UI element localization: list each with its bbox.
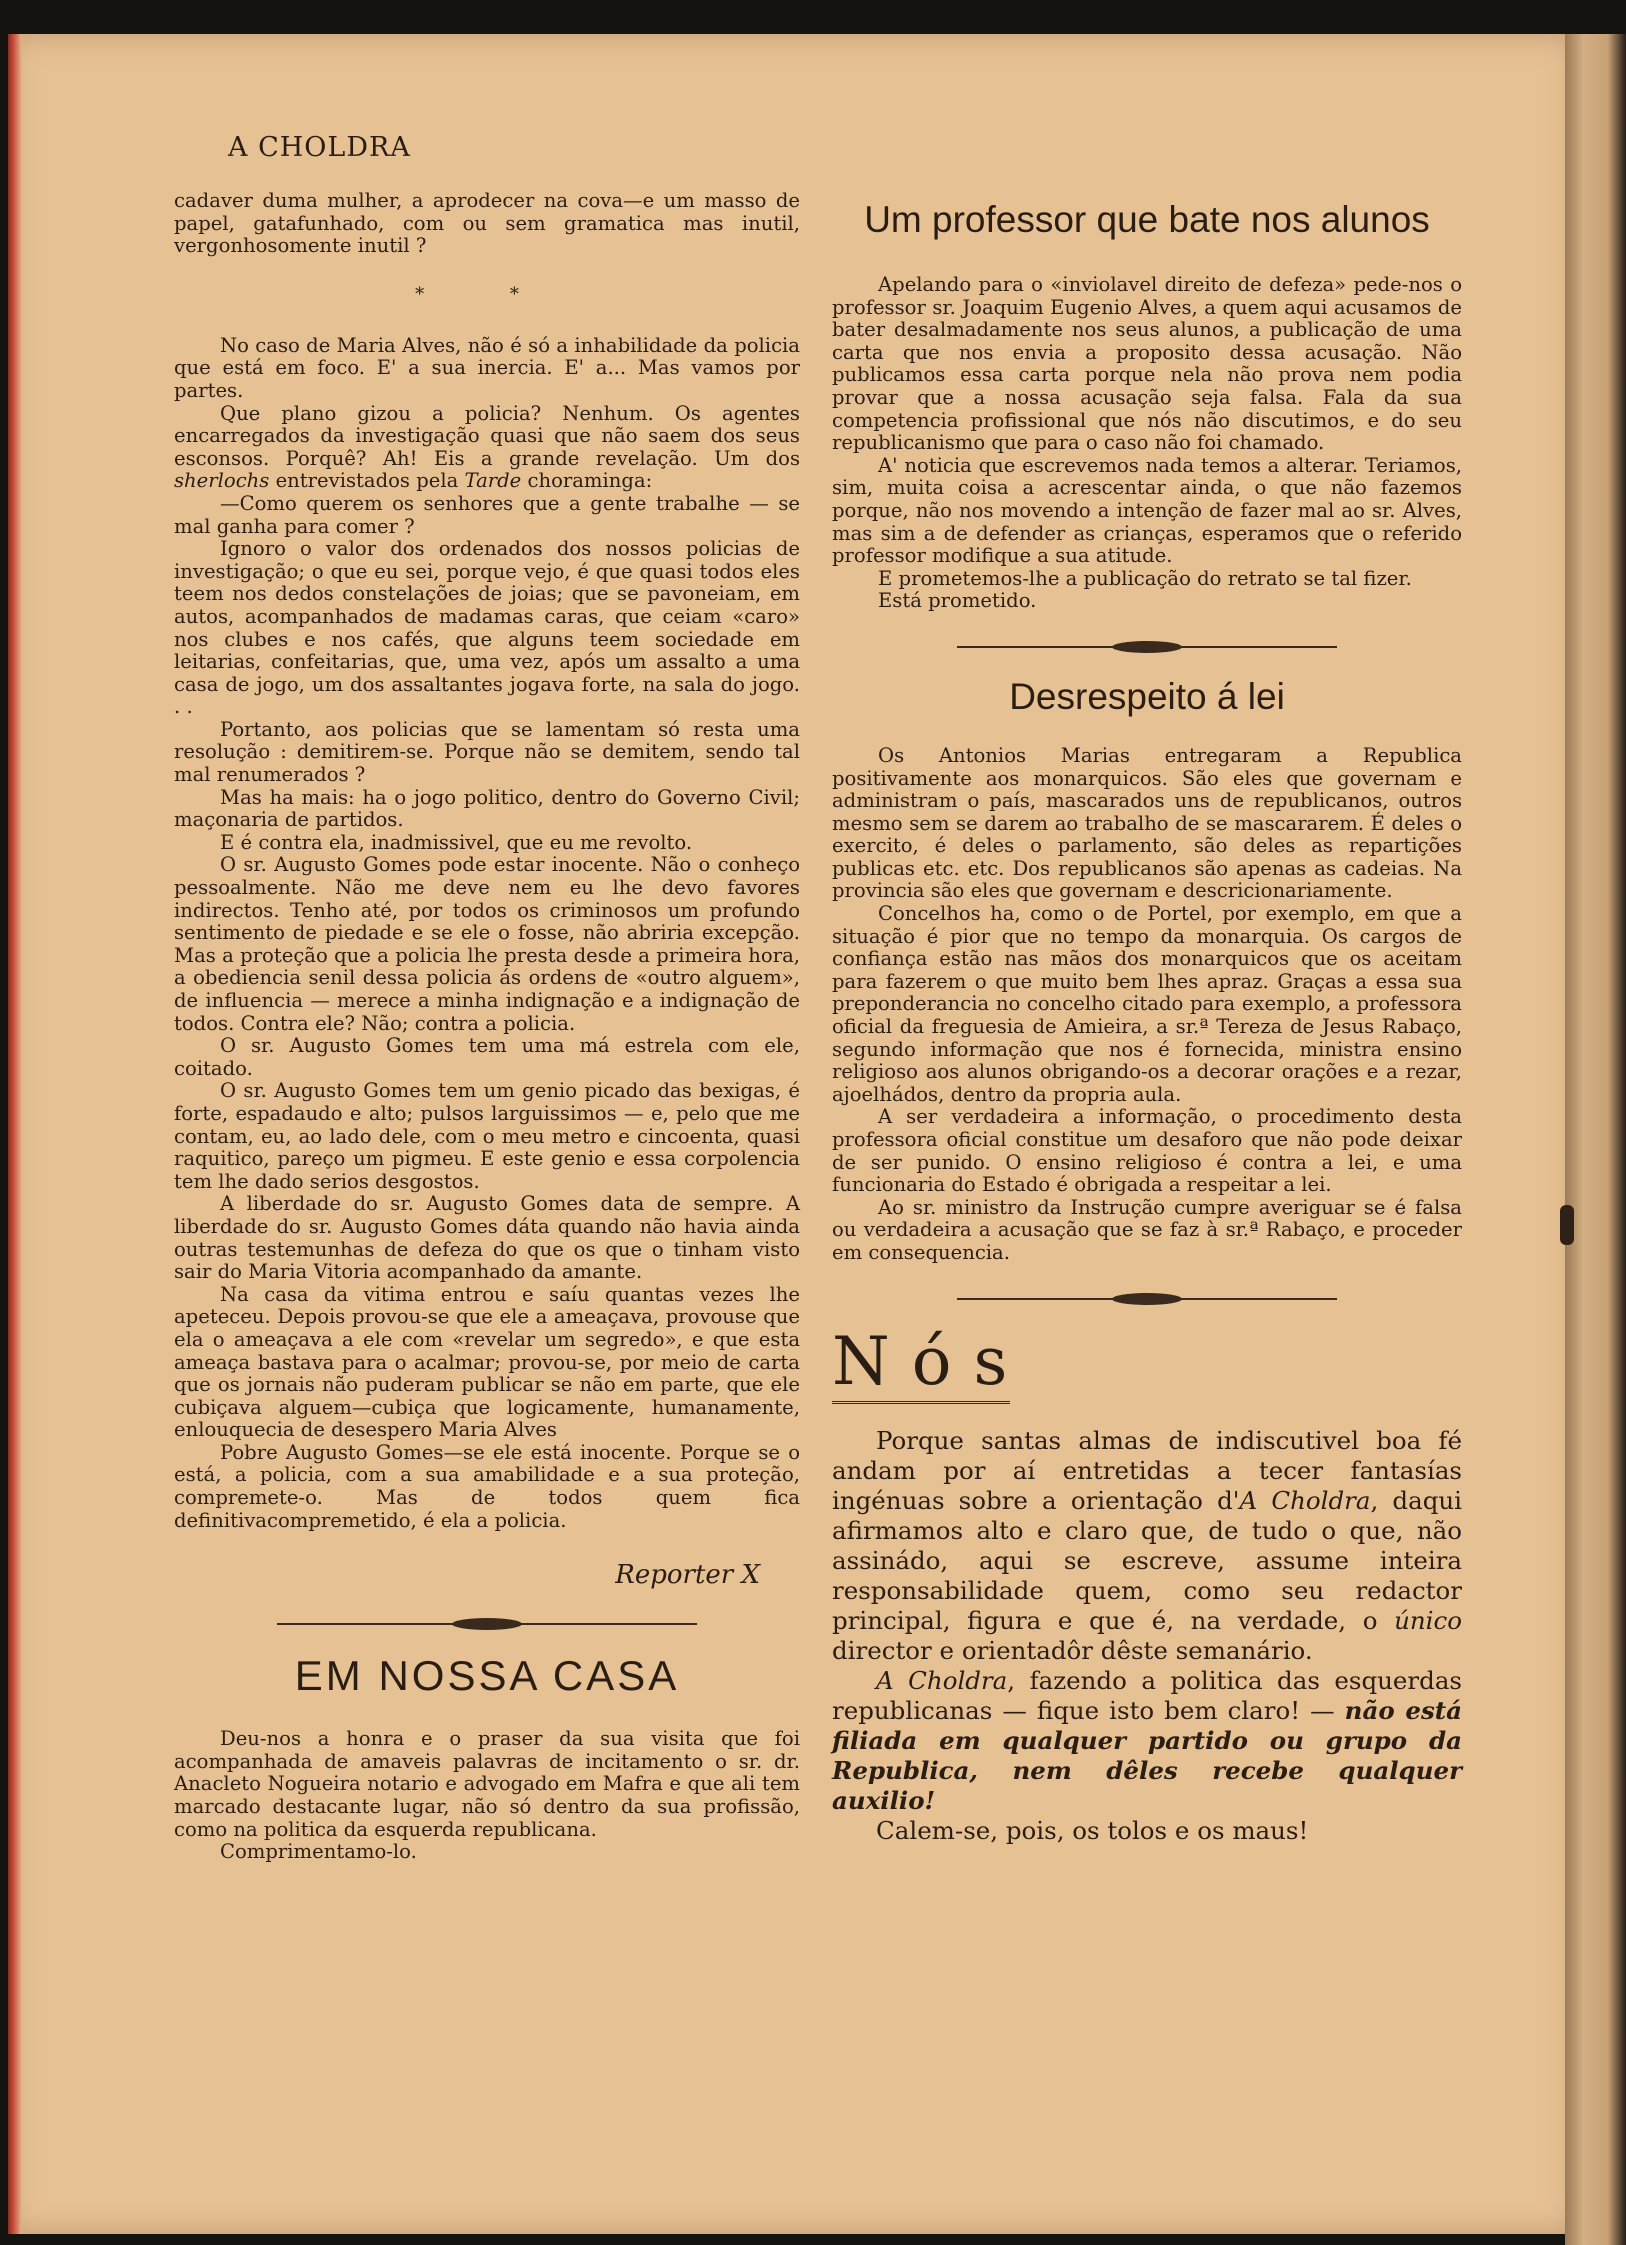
article-paragraph: E prometemos-lhe a publicação do retrato se tal fizer. — [878, 566, 1412, 590]
article-paragraph: Na casa da vitima entrou e saíu quantas vezes lhe apeteceu. Depois provou-se que ele a ameaçava, provouse que ela o ameaçava a ele com «revelar um segredo», e que esta ameaça bastava para o acalmar; provou-se, por meio de carta que os jornais não puderam publicar se não em parte, que ele cubiçava alguem—cubiça que logicamente, humanamente, enlouquecia de desespero Maria Alves — [174, 1282, 800, 1442]
article-paragraph: Deu-nos a honra e o praser da sua visita que foi acompanhada de amaveis palavras de incitamento o sr. dr. Anacleto Nogueira notario e advogado em Mafra e que ali tem marcado destacante lugar, não só dentro da sua profissão, como na politica da esquerda republicana. — [174, 1727, 800, 1841]
article-paragraph: Apelando para o «inviolavel direito de defeza» pede-nos o professor sr. Joaquim Eugenio Alves, a quem aqui acusamos de bater desalmadamente nos seus alunos, a publicação de uma carta que nos envia a proposito dessa acusação. Não publicamos essa carta porque nela não prova nem podia provar que a nossa acusação seja falsa. Fala da sua competencia profissional que nós não discutimos, e do seu republicanismo que para o caso não foi chamado. — [832, 273, 1462, 455]
binding-clip — [1560, 1205, 1574, 1245]
ornamental-rule — [277, 1620, 697, 1628]
article-paragraph: Comprimentamo-lo. — [220, 1840, 417, 1864]
headline-em-nossa-casa: EM NOSSA CASA — [294, 1652, 680, 1700]
article-paragraph: No caso de Maria Alves, não é só a inhabilidade da policia que está em foco. E' a sua inercia. E' a... Mas vamos por partes. — [174, 333, 800, 402]
ornamental-rule — [957, 643, 1337, 651]
article-paragraph: A' noticia que escrevemos nada temos a alterar. Teriamos, sim, muita coisa a acrescentar ainda, o que não fazemos porque, não nos movendo a intenção de fazer mal ao sr. Alves, mas sim a de defender as crianças, esperamos que o referido professor modifique a sua atitude. — [832, 453, 1462, 568]
nos-underline — [832, 1401, 1010, 1404]
headline-professor: Um professor que bate nos alunos — [864, 199, 1430, 240]
section-separator: * * — [415, 283, 559, 305]
ornamental-rule — [957, 1295, 1337, 1303]
article-paragraph: Que plano gizou a policia? Nenhum. Os agentes encarregados da investigação quasi que não saem dos seus esconsos. Porquê? Ah! Eis a grande revelação. Um dos sherlochs entrevistados pela Tarde choraminga: — [174, 401, 800, 493]
article-paragraph: E é contra ela, inadmissivel, que eu me revolto. — [220, 830, 693, 854]
article-paragraph: Mas ha mais: ha o jogo politico, dentro do Governo Civil; maçonaria de partidos. — [174, 785, 800, 832]
article-paragraph: O sr. Augusto Gomes tem uma má estrela com ele, coitado. — [174, 1034, 800, 1080]
article-paragraph: O sr. Augusto Gomes pode estar inocente. Não o conheço pessoalmente. Não me deve nem eu lhe devo favores indirectos. Tenho até, por todos os criminosos um profundo sentimento de piedade e se ele o fosse, não abriria excepção. Mas a proteção que a policia lhe presta desde a primeira hora, a obediencia senil dessa policia ás ordens de «outro alguem», de influencia — merece a minha indignação e a indignação de todos. Contra ele? Não; contra a policia. — [174, 853, 800, 1035]
headline-nos: Nós — [832, 1322, 1030, 1400]
nos-paragraph: A Choldra, fazendo a politica das esquerdas republicanas — fique isto bem claro! — não está filiada em qualquer partido ou grupo da Republica, nem dêles recebe qualquer auxilio! — [832, 1665, 1462, 1815]
article-paragraph: Concelhos ha, como o de Portel, por exemplo, em que a situação é pior que no tempo da monarquia. Os cargos de confiança estão nas mãos dos monarquicos que os aceitam para fazerem o que muito bem lhes apraz. Graças a essa sua preponderancia no concelho citado para exemplo, a professora oficial da freguesia de Amieira, a sr.ª Tereza de Jesus Rabaço, segundo informação que nos é fornecida, ministra ensino religioso aos alunos obrigando-os a decorar orações e a rezar, ajoelhádos, dentro da propria aula. — [832, 902, 1462, 1106]
continuation-text: cadaver duma mulher, a aprodecer na cova—e um masso de papel, gatafunhado, com ou sem gramatica mas inutil, vergonhosomente inutil ? — [174, 189, 800, 258]
next-page-edge — [1565, 34, 1626, 2245]
article-paragraph: —Como querem os senhores que a gente trabalhe — se mal ganha para comer ? — [174, 491, 800, 538]
article-paragraph: Pobre Augusto Gomes—se ele está inocente. Porque se o está, a policia, com a sua amabilidade e a sua proteção, compremete-o. Mas de todos quem fica definitivacompremetido, é ela a policia. — [174, 1440, 800, 1532]
left-column — [174, 190, 800, 1864]
article-paragraph: Está prometido. — [878, 589, 1037, 613]
nos-paragraph: Porque santas almas de indiscutivel boa fé andam por aí entretidas a tecer fantasías ingénuas sobre a orientação d'A Choldra, daqui afirmamos alto e claro que, de tudo o que, não assinádo, aqui se escreve, assume inteira responsabilidade quem, como seu redactor principal, figura e que é, na verdade, o único director e orientadôr dêste semanário. — [832, 1425, 1462, 1665]
right-column — [832, 198, 1462, 1846]
headline-desrespeito: Desrespeito á lei — [1009, 675, 1285, 717]
article-paragraph: O sr. Augusto Gomes tem um genio picado das bexigas, é forte, espadaudo e alto; pulsos larguissimos — e, pelo que me contam, eu, ao lado dele, com o meu metro e cincoenta, quasi raquitico, pareço um pigmeu. E este genio e essa corpolencia tem lhe dado serios desgostos. — [174, 1079, 800, 1193]
nos-paragraph: Calem-se, pois, os tolos e os maus! — [876, 1815, 1309, 1845]
article-paragraph: A liberdade do sr. Augusto Gomes data de sempre. A liberdade do sr. Augusto Gomes dáta quando não havia ainda outras testemunhas de defeza do que os que o tinham visto sair do Maria Vitoria acompanhado da amante. — [174, 1192, 800, 1284]
article-paragraph: Os Antonios Marias entregaram a Republica positivamente aos monarquicos. São eles que governam e administram o país, mascarados uns de republicanos, outros mesmo sem se darem ao trabalho de se mascararem. É deles o exercito, é deles o parlamento, são deles as repartições publicas etc. etc. Dos republicanos são apenas as cadeias. Na provincia são eles que governam e descricionariamente. — [832, 743, 1462, 903]
article-paragraph: A ser verdadeira a informação, o procedimento desta professora oficial constitue um desaforo que não pode deixar de ser punido. O ensino religioso é contra a lei, e uma funcionaria do Estado é obrigada a respeitar a lei. — [832, 1105, 1462, 1197]
running-head: A CHOLDRA — [228, 132, 411, 163]
article-paragraph: Ao sr. ministro da Instrução cumpre averiguar se é falsa ou verdadeira a acusação que se faz à sr.ª Rabaço, e proceder em consequencia. — [832, 1195, 1462, 1264]
red-spine — [8, 34, 22, 2234]
signature: Reporter X — [615, 1560, 760, 1591]
article-paragraph: Portanto, aos policias que se lamentam só resta uma resolução : demitirem-se. Porque não se demitem, sendo tal mal renumerados ? — [174, 717, 800, 787]
article-paragraph: Ignoro o valor dos ordenados dos nossos policias de investigação; o que eu sei, porque vejo, é que quasi todos eles teem nos dedos constelações de joias; que se pavoneiam, em autos, acompanhados de madamas caras, que ceiam «caro» nos clubes e nos cafés, que alguns teem sociedade em leitarias, confeitarias, que, uma vez, após um assalto a uma casa de jogo, um dos assaltantes jogava forte, na sala do jogo. . . — [174, 537, 800, 719]
nos-body — [832, 1426, 1462, 1846]
